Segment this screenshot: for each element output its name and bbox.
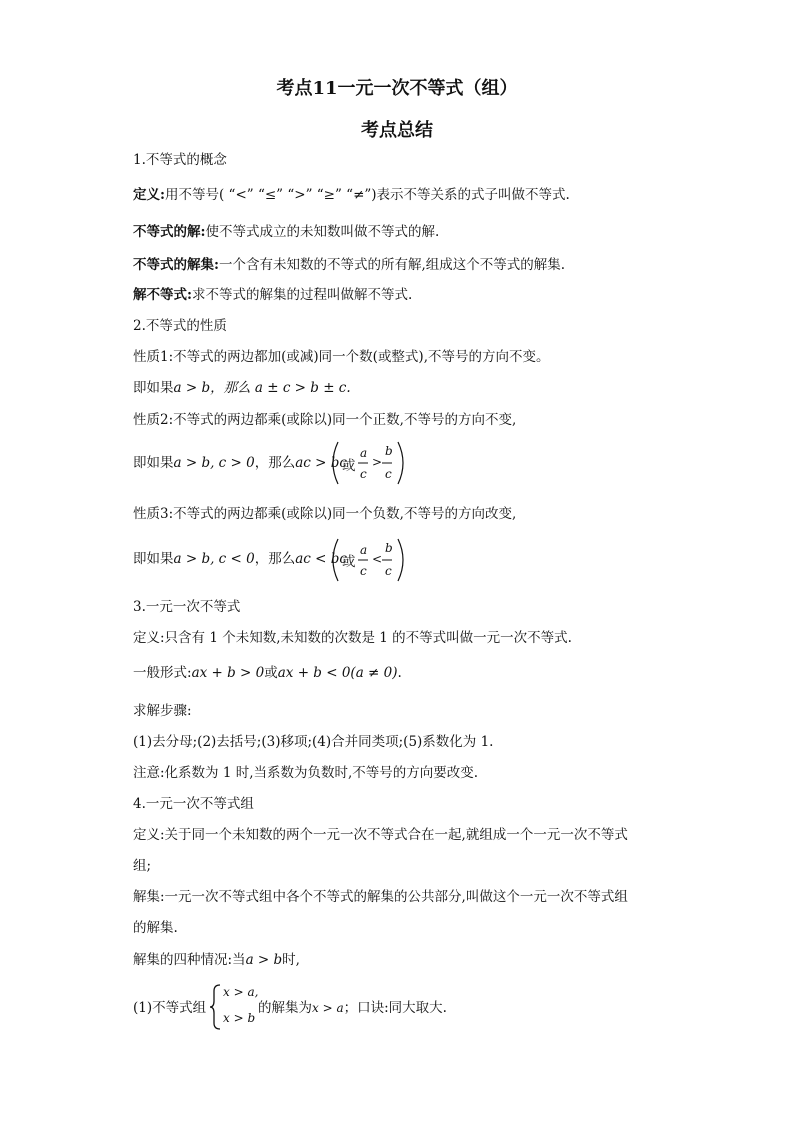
solution-text: 使不等式成立的未知数叫做不等式的解. — [205, 224, 440, 240]
system-solution-line-2: 的解集. — [133, 920, 178, 936]
case-1-prefix: (1)不等式组 — [133, 1000, 207, 1016]
system-definition-line-1: 定义:关于同一个未知数的两个一元一次不等式合在一起,就组成一个一元一次不等式 — [133, 827, 628, 843]
system-row-2: x > b — [223, 1011, 256, 1025]
fraction-numerator-a: a — [360, 446, 368, 460]
page-subtitle: 考点总结 — [361, 120, 433, 141]
period: . — [397, 665, 402, 681]
four-cases-suffix: 时, — [282, 952, 300, 968]
example-then: ，那么 — [254, 455, 296, 471]
fraction-operator: < — [372, 552, 383, 566]
section-3-heading: 3.一元一次不等式 — [133, 599, 241, 615]
general-form-math-2: ax + b < 0(a ≠ 0) — [277, 665, 398, 681]
system-solution-line-1: 解集:一元一次不等式组中各个不等式的解集的公共部分,叫做这个一元一次不等式组 — [133, 889, 628, 905]
fraction-numerator-b: b — [385, 541, 393, 555]
definition-label: 定义: — [133, 187, 165, 203]
general-form-label: 一般形式: — [133, 665, 192, 681]
general-form — [133, 664, 402, 682]
example-math-result: ac < bc — [295, 551, 347, 567]
example-math: a > b，那么 a ± c > b ± c. — [173, 380, 351, 396]
right-paren — [398, 539, 403, 581]
fraction-denominator: c — [360, 467, 367, 481]
fraction-denominator: c — [360, 564, 367, 578]
or-word: 或 — [342, 554, 356, 570]
property-3: 性质3:不等式的两边都乘(或除以)同一个负数,不等号的方向改变, — [133, 506, 517, 522]
note-line: 注意:化系数为 1 时,当系数为负数时,不等号的方向要改变. — [133, 765, 479, 781]
system-row-1: x > a, — [223, 985, 259, 999]
example-prefix: 即如果 — [133, 551, 174, 567]
solution-set-text: 一个含有未知数的不等式的所有解,组成这个不等式的解集. — [218, 257, 566, 273]
example-math-condition: a > b, c > 0 — [173, 455, 255, 471]
system-definition-line-2: 组; — [133, 858, 152, 874]
property-3-example — [133, 550, 347, 568]
solution-set-label: 不等式的解集: — [133, 257, 219, 273]
case-1-mid: 的解集为 — [258, 1000, 312, 1016]
example-prefix: 即如果 — [133, 380, 174, 396]
example-math-condition: a > b, c < 0 — [173, 551, 255, 567]
example-then: ，那么 — [254, 551, 296, 567]
fraction-denominator: c — [385, 467, 392, 481]
four-cases-line — [133, 951, 300, 969]
section-1-heading: 1.不等式的概念 — [133, 152, 227, 168]
solving-steps: (1)去分母;(2)去括号;(3)移项;(4)合并同类项;(5)系数化为 1. — [133, 734, 494, 750]
section-4-heading: 4.一元一次不等式组 — [133, 796, 254, 812]
property-2-example — [133, 454, 347, 472]
case-1-result — [258, 999, 447, 1017]
four-cases-math: a > b — [245, 952, 283, 968]
general-form-math-1: ax + b > 0 — [191, 665, 265, 681]
example-prefix: 即如果 — [133, 455, 174, 471]
page-title: 考点11一元一次不等式（组） — [276, 78, 518, 99]
solution-line — [133, 223, 439, 241]
definition-text: 用不等号( “<” “≤” “>” “≥” “≠”)表示不等关系的式子叫做不等式. — [164, 187, 570, 203]
fraction-operator: > — [372, 455, 383, 469]
system-brace — [209, 983, 223, 1031]
section-2-heading: 2.不等式的性质 — [133, 318, 227, 334]
example-math-result: ac > bc — [295, 455, 347, 471]
case-1-mnemonic: ；口诀:同大取大. — [343, 1000, 447, 1016]
case-1-math: x > a — [312, 1001, 344, 1015]
right-paren — [398, 442, 403, 484]
or-word: 或 — [264, 665, 278, 681]
left-paren — [333, 442, 338, 484]
property-1-example — [133, 379, 351, 397]
solving-line — [133, 286, 412, 304]
property-1: 性质1:不等式的两边都加(或减)同一个数(或整式),不等号的方向不变。 — [133, 349, 550, 365]
fraction-numerator-b: b — [385, 444, 393, 458]
solving-steps-title: 求解步骤: — [133, 703, 192, 719]
solution-set-line — [133, 256, 565, 274]
solving-label: 解不等式: — [133, 287, 192, 303]
property-2: 性质2:不等式的两边都乘(或除以)同一个正数,不等号的方向不变, — [133, 412, 517, 428]
fraction-numerator-a: a — [360, 543, 368, 557]
definition-line — [133, 186, 570, 204]
solving-text: 求不等式的解集的过程叫做解不等式. — [191, 287, 413, 303]
fraction-denominator: c — [385, 564, 392, 578]
left-brace — [210, 985, 220, 1029]
linear-inequality-definition: 定义:只含有 1 个未知数,未知数的次数是 1 的不等式叫做一元一次不等式. — [133, 630, 572, 646]
solution-label: 不等式的解: — [133, 224, 206, 240]
left-paren — [333, 539, 338, 581]
four-cases-prefix: 解集的四种情况:当 — [133, 952, 246, 968]
or-word: 或 — [342, 458, 356, 474]
